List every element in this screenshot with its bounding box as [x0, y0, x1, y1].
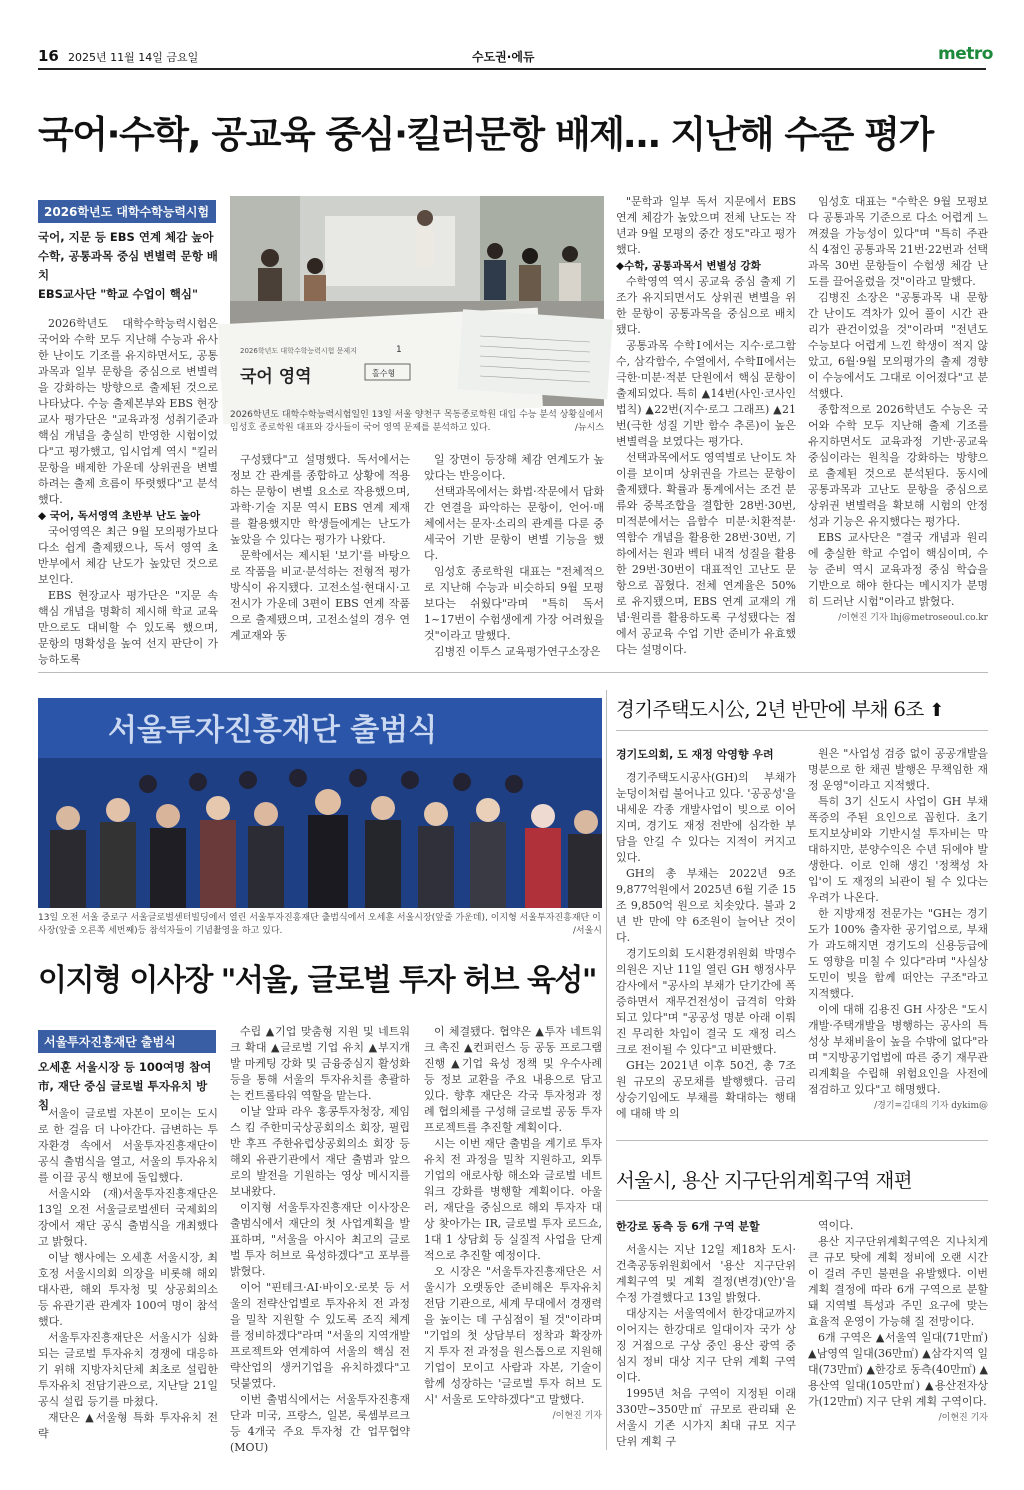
article1-caption-text: 2026학년도 대학수학능력시험일인 13일 서울 양천구 목동종로학원 대입 수능 분석 상황실에서 임성호 종로학원 대표와 강사들이 국어 영역 문제를 분석하고 있다.: [230, 410, 604, 433]
article1-photo-credit: /뉴시스: [574, 423, 604, 433]
paragraph: EBS 현장교사 평가단은 "지문 속 핵심 개념을 명확히 제시해 학교 교육만으로도 대비할 수 있도록 했으며, 문항의 명확성을 높여 선지 판단이 가능하도록: [38, 589, 218, 666]
paragraph: 오 시장은 "서울투자진흥재단은 서울시가 오랫동안 준비해온 투자유치 전담 기관으로, 세계 무대에서 경쟁력을 높이는 데 구심점이 될 것"이라며 "기업의 첫 상담부터 정착과 확장까지 투자 전 과정을 원스톱으로 지원해 기업이 모이고 사람과 자본, 기술이 함께 성장하는 '글로벌 투자 허브 도시' 서울로 도약하겠다"고 말했다.: [424, 1265, 602, 1406]
article2-subhead-line: 市, 재단 중심 글로벌 투자유치 방침: [38, 1079, 208, 1112]
article4-col1: [616, 1242, 796, 1448]
article1-col5: [808, 194, 988, 644]
article1-kicker: 2026학년도 대학수학능력시험: [38, 200, 216, 223]
article1-byline: /이현진 기자 lhj@metroseoul.co.kr: [838, 613, 988, 623]
paragraph: 이날 행사에는 오세훈 서울시장, 최호정 서울시의회 의장을 비롯해 해외 대사관, 해외 투자청 및 상공회의소 등 유관기관 관계자 100여 명이 참석했다.: [38, 1251, 218, 1328]
article1-headline: 국어·수학, 공교육 중심·킬러문항 배제… 지난해 수준 평가: [38, 113, 933, 156]
paragraph: 문학에서는 제시된 '보기'를 바탕으로 작품을 비교·분석하는 전형적 평가 방식이 유지됐다. 고전소설·현대시·고전시가 가운데 3편이 EBS 연계 작품으로 출제됐으며, 고전소설의 경우 연계교재와 동: [230, 549, 410, 642]
paragraph: 이날 알파 라우 홍콩투자청장, 제임스 킴 주한미국상공회의소 회장, 필립 반 후프 주한유럽상공회의소 회장 등 해외 유관기관에서 재단 출범과 앞으로의 발전을 기원하는 영상 메시지를 보내왔다.: [230, 1105, 410, 1198]
article2-headline: 이지형 이사장 "서울, 글로벌 투자 허브 육성": [38, 963, 597, 998]
paragraph: 서울시는 지난 12일 제18차 도시·건축공동위원회에서 '용산 지구단위계획구역 및 계획 결정(변경)(안)'을 수정 가결했다고 13일 밝혔다.: [616, 1243, 796, 1304]
masthead-logo: [938, 44, 993, 64]
article1-col2: [230, 452, 410, 644]
paragraph: 서울시와 (재)서울투자진흥재단은 13일 오전 서울글로벌센터 국제회의장에서 재단 공식 출범식을 개최했다고 밝혔다.: [38, 1187, 218, 1248]
paragraph: 이 체결됐다. 협약은 ▲투자 네트워크 촉진 ▲컨퍼런스 등 공동 프로그램 진행 ▲기업 육성 정책 및 우수사례 등 정보 교환을 주요 내용으로 담고 있다. 향후 재단은 각국 투자청과 정례 협의체를 구성해 글로벌 공동 투자 프로젝트를 추진할 계획이다.: [424, 1025, 602, 1134]
paragraph: 시는 이번 재단 출범을 계기로 투자유치 전 과정을 밀착 지원하고, 외투기업의 애로사항 해소와 글로벌 네트워크 강화를 병행할 계획이다. 아울러, 재단을 중심으로 해외 투자자 대상 찾아가는 IR, 글로벌 투자 로드쇼, 1대 1 상담회 등 실질적 사업을 단계적으로 추진할 예정이다.: [424, 1137, 602, 1262]
paragraph: 한 지방재정 전문가는 "GH는 경기도가 100% 출자한 공기업으로, 부채가 과도해지면 경기도의 신용등급에도 영향을 미칠 수 있다"라며 "사실상 도민이 빚을 함께 떠안는 구조"라고 지적했다.: [808, 907, 988, 1000]
article1-col1: [38, 316, 218, 666]
arrow-up-icon: ⬆: [929, 700, 944, 721]
article2-col2: [230, 1024, 410, 1454]
paragraph: GH의 총 부채는 2022년 9조 9,877억원에서 2025년 6월 기준 15조 9,850억 원으로 치솟았다. 불과 2년 반 만에 약 6조원이 늘어난 것이다.: [616, 867, 796, 944]
section-name: 수도권·에듀: [472, 50, 535, 64]
article1-col3: [424, 452, 604, 658]
article4-rule: [616, 1200, 988, 1201]
paragraph: 이번 출범식에서는 서울투자진흥재단과 미국, 프랑스, 일본, 룩셈부르크 등 4개국 주요 투자청 간 업무협약(MOU): [230, 1393, 410, 1454]
paragraph: 임성호 종로학원 대표는 "전체적으로 지난해 수능과 비슷하되 9월 모평보다는 쉬웠다"라며 "특히 독서 1~17번이 수험생에게 가장 어려웠을 것"이라고 말했다.: [424, 565, 604, 642]
paragraph: "문학과 일부 독서 지문에서 EBS 연계 체감가 높았으며 전체 난도는 작년과 9월 모평의 중간 정도"라고 평가했다.: [616, 195, 796, 256]
paragraph: 용산 지구단위계획구역은 지나치게 큰 규모 탓에 계획 정비에 오랜 시간이 걸려 주민 불편을 유발했다. 이번 계획 결정에 따라 6개 구역으로 분할돼 지역별 특성과 주민 요구에 맞는 효율적 운영이 가능해 질 전망이다.: [808, 1235, 988, 1328]
article3-col1: [616, 770, 796, 1122]
article4-headline: 서울시, 용산 지구단위계획구역 재편: [616, 1169, 912, 1192]
column-divider: [606, 690, 607, 1450]
article1-subheads: [38, 228, 218, 304]
paragraph: 구성됐다"고 설명했다. 독서에서는 정보 간 관계를 종합하고 상황에 적용하는 문항이 변별 요소로 작용했으며, 과학·기술 지문 역시 EBS 연계 제재를 활용했지만 학생들에게는 난도가 높았을 수 있다는 평가가 나왔다.: [230, 453, 410, 546]
article3-subhead: 경기도의회, 도 재정 악영향 우려: [616, 748, 774, 761]
paragraph: 6개 구역은 ▲서울역 일대(71만㎡) ▲남영역 일대(36만㎡) ▲삼각지역 일대(73만㎡) ▲한강로 동측(40만㎡) ▲용산역 일대(105만㎡) ▲용산전자상가(12만㎡) 지구 단위 계획 구역이다.: [808, 1331, 988, 1408]
paragraph: 임성호 대표는 "수학은 9월 모평보다 공통과목 기준으로 다소 어렵게 느껴졌을 가능성이 있다"며 "특히 주관식 4점인 공통과목 21번·22번과 선택과목 30번 문항들이 수험생 체감 난도를 끌어올렸을 것"이라고 말했다.: [808, 195, 988, 288]
paragraph: 특히 3기 신도시 사업이 GH 부채 폭증의 주된 요인으로 꼽힌다. 초기 토지보상비와 기반시설 투자비는 막대하지만, 분양수익은 수년 뒤에야 발생한다. 이로 인해 생긴 '정책성 차입'이 도 재정의 뇌관이 될 수 있다는 우려가 나온다.: [808, 795, 988, 904]
paragraph: 원은 "사업성 검증 없이 공공개발을 명분으로 한 채권 발행은 무책임한 재정 운영"이라고 지적했다.: [808, 747, 988, 792]
issue-date: 2025년 11월 14일 금요일: [68, 51, 199, 64]
paragraph: 수립 ▲기업 맞춤형 지원 및 네트워크 확대 ▲글로벌 기업 유치 ▲부지개발 마케팅 강화 및 금융중심지 활성화 등을 통해 서울의 투자유치를 총괄하는 컨트롤타워 역할을 맡는다.: [230, 1025, 410, 1102]
paragraph: 대상지는 서울역에서 한강대교까지 이어지는 한강대로 일대이자 국가 상징 거점으로 구상 중인 용산 광역 중심지 정비 대상 지구 단위 계획 구역이다.: [616, 1307, 796, 1384]
paragraph: 서울투자진흥재단은 서울시가 심화되는 글로벌 투자유치 경쟁에 대응하기 위해 지방자치단체 최초로 설립한 투자유치 전담기관으로, 지난달 21일 공식 설립 등기를 마쳤다.: [38, 1331, 218, 1408]
paragraph: 이어 "핀테크·AI·바이오·로봇 등 서울의 전략산업별로 투자유치 전 과정을 밀착 지원할 수 있도록 조직 체계를 정비하겠다"라며 "서울의 지역개발 프로젝트와 연계하여 서울의 핵심 전략산업의 생커기업을 유치하겠다"고 덧붙였다.: [230, 1281, 410, 1390]
paragraph: 경기주택도시공사(GH)의 부채가 눈덩이처럼 불어나고 있다. '공공성'을 내세운 각종 개발사업이 빚으로 이어지며, 경기도 재정 전반에 심각한 부담을 안길 수 있다는 지적이 커지고 있다.: [616, 771, 796, 864]
paragraph: 경기도의회 도시환경위원회 박명수 의원은 지난 11일 열린 GH 행정사무감사에서 "공사의 부채가 단기간에 폭증하면서 재무건전성이 급격히 악화되고 있다"며 "공공성 명분 아래 이뤄진 무리한 차입이 결국 도 재정 리스크로 전이될 수 있다"고 비판했다.: [616, 947, 796, 1056]
exam-sheet-header: 2026학년도 대학수학능력시험 문제지: [240, 347, 357, 355]
photo-banner-text: 서울투자진흥재단 출범식: [108, 713, 438, 748]
article1-subhead-line: 국어, 지문 등 EBS 연계 체감 높아: [38, 230, 214, 244]
exam-analysis-photo: [230, 196, 604, 406]
ceremony-photo: [38, 698, 602, 908]
article4-byline: /이현진 기자: [938, 1413, 988, 1423]
paragraph: 김병진 소장은 "공통과목 내 문항 간 난이도 격차가 있어 풀이 시간 관리가 관건이었을 것"이라며 "전년도 수능보다 어렵게 느낀 학생이 적지 않았고, 6월·9월 모의평가의 출제 경향이 수능에서도 그대로 이어졌다"고 분석했다.: [808, 291, 988, 400]
paragraph: 일 장면이 등장해 체감 연계도가 높았다는 반응이다.: [424, 453, 604, 482]
article1-photo: [230, 196, 604, 406]
article3-headline-text: 경기주택도시公, 2년 반만에 부채 6조: [616, 698, 924, 721]
logo-text: metro: [938, 44, 993, 64]
paragraph: 공통과목 수학Ⅰ에서는 지수·로그함수, 삼각함수, 수열에서, 수학Ⅱ에서는 극한·미분·적분 단원에서 핵심 문항이 출제되었다. 특히 ▲14번(사인·코사인 법칙) ▲22번(지수·로그 그래프) ▲21번(극한 성질 기반 함수 추론)이 높은 변별력을 보였다는 평가다.: [616, 339, 796, 448]
section-divider: [38, 672, 988, 673]
article3-headline: [616, 694, 988, 722]
article2-col1: [38, 1106, 218, 1442]
paragraph: 서울이 글로벌 자본이 모이는 도시로 한 걸음 더 나아간다. 급변하는 투자환경 속에서 서울투자진흥재단이 공식 출범식을 열고, 서울의 투자유치를 이끌 공식 행보에 돌입했다.: [38, 1107, 218, 1184]
paragraph: GH는 2021년 이후 50건, 총 7조 원 규모의 공모채를 발행했다. 금리 상승기임에도 부채를 확대하는 행태에 대해 박 의: [616, 1059, 796, 1120]
article2-photo-credit: /서울시: [572, 926, 602, 936]
article2-photo-caption: [38, 912, 602, 938]
article3-col2: [808, 746, 988, 1122]
article2-byline: /이현진 기자: [552, 1411, 602, 1421]
header-rule: [38, 68, 986, 70]
article1-subhead-line: 수학, 공통과목 중심 변별력 문항 배치: [38, 249, 218, 282]
page-number: 16: [38, 47, 59, 65]
article3-rule: [616, 730, 988, 731]
article4-top-rule: [616, 1140, 988, 1141]
paragraph: 2026학년도 대학수학능력시험은 국어와 수학 모두 지난해 수능과 유사한 난이도 기조를 유지하면서도, 공통과목과 일부 문항을 중심으로 변별력을 강화하는 방향으로 출제된 것으로 나타났다. 수능 출제본부와 EBS 현장교사 평가단은 "교육과정 성취기준과 핵심 개념을 충실히 반영한 시험이었다"고 평가했고, 입시업계 역시 "킬러문항을 배제한 가운데 상위권을 변별하려는 출제 흐름이 뚜렷했다"고 분석했다.: [38, 317, 218, 506]
article2-photo: [38, 698, 602, 908]
article1-photo-caption: [230, 409, 604, 435]
exam-sheet-title: 국어 영역: [240, 367, 312, 387]
paragraph: 역이다.: [818, 1219, 854, 1232]
paragraph: 이에 대해 김용진 GH 사장은 "도시개발·주택개발을 병행하는 공사의 특성상 부채비율이 높을 수밖에 없다"라며 "지방공기업법에 따른 중기 재무관리계획을 수립해 위험요인을 사전에 점검하고 있다"고 해명했다.: [808, 1003, 988, 1096]
article3-byline: /경기=김대의 기자 dykim@: [874, 1101, 988, 1111]
article1-section-heading: ◆ 국어, 독서영역 초반부 난도 높아: [38, 510, 201, 522]
paragraph: 재단은 ▲서울형 특화 투자유치 전략: [38, 1411, 218, 1440]
paragraph: 종합적으로 2026학년도 수능은 국어와 수학 모두 지난해 출제 기조를 유지하면서도 교육과정 기반·공교육 중심이라는 원칙을 강화하는 방향으로 출제된 것으로 분석된다. 동시에 공통과목과 고난도 문항을 중심으로 상위권 변별력을 확보해 시험의 안정성과 기능은 유지했다는 평가다.: [808, 403, 988, 528]
exam-sheet-page: 1: [396, 345, 402, 355]
article2-kicker: 서울투자진흥재단 출범식: [38, 1030, 216, 1053]
paragraph: EBS 교사단은 "결국 개념과 원리에 충실한 학교 수업이 핵심이며, 수능 준비 역시 교육과정 중심 학습을 기반으로 해야 한다는 메시지가 분명히 드러난 시험"이라고 밝혔다.: [808, 531, 988, 608]
paragraph: 이지형 서울투자진흥재단 이사장은 출범식에서 재단의 첫 사업계획을 발표하며, "서울을 아시아 최고의 글로벌 투자 허브로 육성하겠다"고 포부를 밝혔다.: [230, 1201, 410, 1278]
article4-subhead: 한강로 동측 등 6개 구역 분할: [616, 1220, 760, 1233]
article4-col2: [808, 1218, 988, 1442]
paragraph: 1995년 처음 구역이 지정된 이래 330만~350만㎡ 규모로 관리돼 온 서울시 기존 시가지 최대 규모 지구 단위 계획 구: [616, 1387, 796, 1448]
paragraph: 국어영역은 최근 9월 모의평가보다 다소 쉽게 출제됐으나, 독서 영역 초반부에서 체감 난도가 높았던 것으로 보인다.: [38, 525, 218, 586]
paragraph: 김병진 이투스 교육평가연구소장은: [434, 645, 601, 658]
paragraph: 선택과목에서는 화법·작문에서 답화 간 연결을 파악하는 문항이, 언어·매체에서는 문자·소리의 관계를 다룬 중세국어 기반 문항이 변별 기능을 했다.: [424, 485, 604, 562]
exam-sheet-box: 홀수형: [372, 369, 396, 378]
article2-col3: [424, 1024, 602, 1442]
paragraph: 선택과목에서도 영역별로 난이도 차이를 보이며 상위권을 가르는 문항이 출제됐다. 확률과 통계에서는 조건 분류와 중복조합을 결합한 28번·30번, 미적분에서는 음함수 미분·치환적분·역함수 개념을 활용한 28번·30번, 기하에서는 원과 벡터 내적 성질을 활용한 29번·30번이 대표적인 고난도 문항으로 꼽혔다. 전체 연계율은 50%로 유지됐으며, EBS 연계 교재의 개념·원리를 활용하도록 구성됐다는 점에서 공교육 수업 기반 준비가 유효했다는 설명이다.: [616, 451, 796, 656]
paragraph: 수학영역 역시 공교육 중심 출제 기조가 유지되면서도 상위권 변별을 위한 문항이 공통과목을 중심으로 배치됐다.: [616, 275, 796, 336]
article2-caption-text: 13일 오전 서울 중로구 서울글로벌센터빌딩에서 열린 서울투자진흥재단 출범식에서 오세훈 서울시장(앞줄 가운데), 이지형 서울투자진흥재단 이사장(앞줄 오른쪽 세번째)등 참석자들이 기념촬영을 하고 있다.: [38, 913, 601, 936]
article1-subhead-line: EBS교사단 "학교 수업이 핵심": [38, 287, 198, 301]
article2-subhead-line: 오세훈 서울시장 등 100여명 참여: [38, 1060, 212, 1074]
article1-section-heading: ◆수학, 공통과목서 변별성 강화: [616, 260, 761, 272]
article1-col4: [616, 194, 796, 656]
